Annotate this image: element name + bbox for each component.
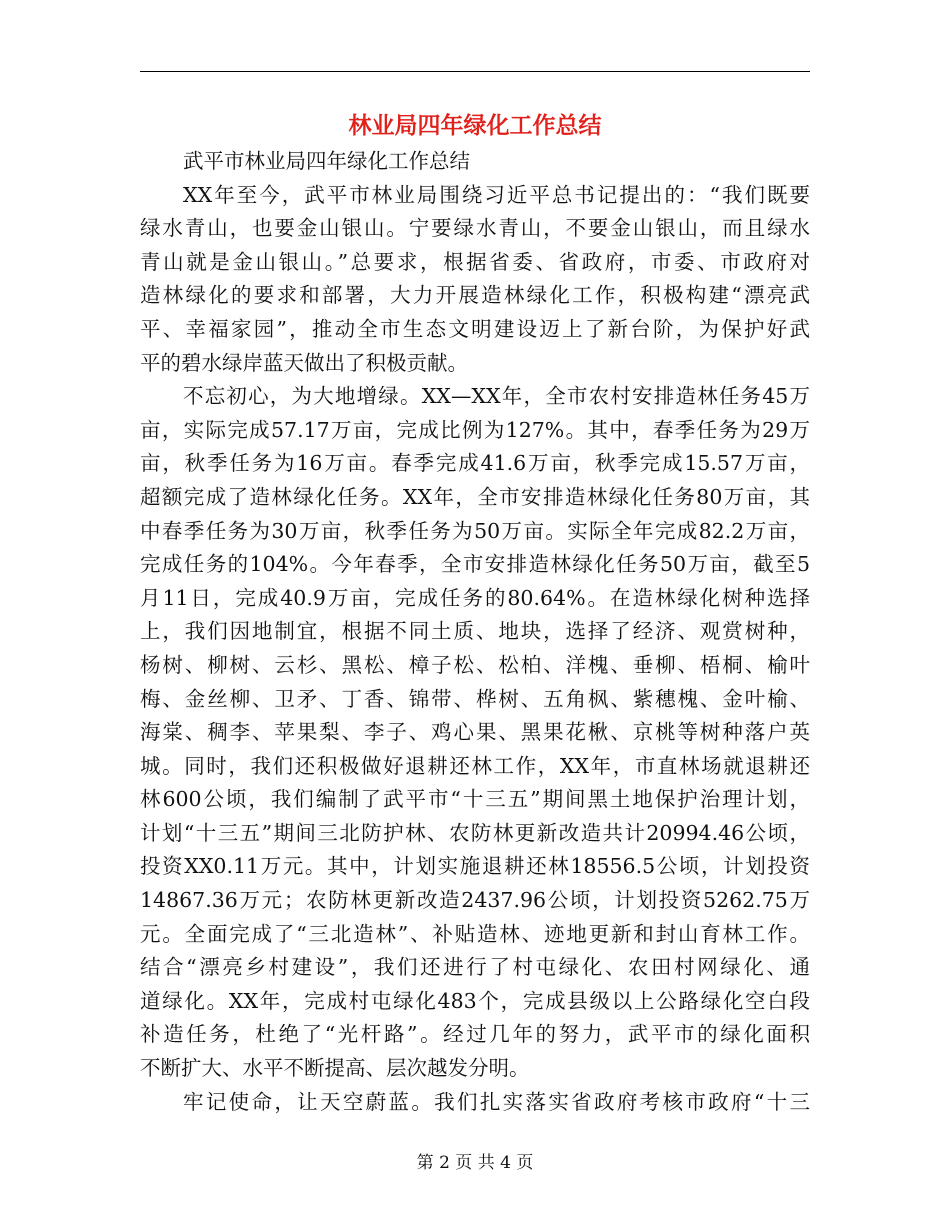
text-line: 完成任务的104%。今年春季，全市安排造林绿化任务50万亩，截至5 [140, 552, 810, 577]
text-line: 结合“漂亮乡村建设”，我们还进行了村屯绿化、农田村网绿化、通 [140, 955, 810, 980]
text-line: 杨树、柳树、云杉、黑松、樟子松、松柏、洋槐、垂柳、梧桐、榆叶 [140, 652, 810, 677]
text-line: 绿水青山，也要金山银山。宁要绿水青山，不要金山银山，而且绿水 [140, 216, 810, 241]
text-line: 青山就是金山银山。”总要求，根据省委、省政府，市委、市政府对 [140, 249, 810, 274]
text-line: 城。同时，我们还积极做好退耕还林工作，XX年，市直林场就退耕还 [140, 753, 810, 778]
text-line: 亩，秋季任务为16万亩。春季完成41.6万亩，秋季完成15.57万亩， [140, 451, 810, 476]
text-line: 不忘初心，为大地增绿。XX—XX年，全市农村安排造林任务45万 [183, 384, 810, 409]
text-line: 平的碧水绿岸蓝天做出了积极贡献。 [140, 350, 468, 375]
text-line: 元。全面完成了“三北造林”、补贴造林、迹地更新和封山育林工作。 [140, 921, 810, 946]
text-line: 补造任务，杜绝了“光杆路”。经过几年的努力，武平市的绿化面积 [140, 1022, 810, 1047]
text-line: 海棠、稠李、苹果梨、李子、鸡心果、黑果花楸、京桃等树种落户英 [140, 720, 810, 745]
text-line: 平、幸福家园”，推动全市生态文明建设迈上了新台阶，为保护好武 [140, 316, 810, 341]
text-line: 造林绿化的要求和部署，大力开展造林绿化工作，积极构建“漂亮武 [140, 283, 810, 308]
text-line: 中春季任务为30万亩，秋季任务为50万亩。实际全年完成82.2万亩， [140, 518, 810, 543]
document-title: 林业局四年绿化工作总结 [348, 112, 602, 139]
text-line: 计划“十三五”期间三北防护林、农防林更新改造共计20994.46公顷， [140, 820, 810, 845]
header-rule [140, 71, 810, 72]
text-line: 投资XX0.11万元。其中，计划实施退耕还林18556.5公顷，计划投资 [140, 854, 810, 879]
text-line: 梅、金丝柳、卫矛、丁香、锦带、桦树、五角枫、紫穗槐、金叶榆、 [140, 686, 810, 711]
text-line: 月11日，完成40.9万亩，完成任务的80.64%。在造林绿化树种选择 [140, 585, 810, 610]
document-body [140, 145, 810, 1119]
text-line: 武平市林业局四年绿化工作总结 [183, 149, 470, 173]
text-line: XX年至今，武平市林业局围绕习近平总书记提出的：“我们既要 [183, 182, 810, 207]
text-line: 道绿化。XX年，完成村屯绿化483个，完成县级以上公路绿化空白段 [140, 988, 810, 1013]
text-line: 上，我们因地制宜，根据不同土质、地块，选择了经济、观赏树种， [140, 619, 810, 644]
text-line: 亩，实际完成57.17万亩，完成比例为127%。其中，春季任务为29万 [140, 417, 810, 442]
text-line: 林600公顷，我们编制了武平市“十三五”期间黑土地保护治理计划， [140, 787, 810, 812]
text-line: 超额完成了造林绿化任务。XX年，全市安排造林绿化任务80万亩，其 [140, 484, 810, 509]
text-line: 不断扩大、水平不断提高、层次越发分明。 [140, 1056, 530, 1081]
text-line: 14867.36万元；农防林更新改造2437.96公顷，计划投资5262.75万 [140, 888, 810, 913]
text-line: 牢记使命，让天空蔚蓝。我们扎实落实省政府考核市政府“十三 [183, 1089, 810, 1114]
page-number: 第 2 页 共 4 页 [416, 1153, 534, 1173]
